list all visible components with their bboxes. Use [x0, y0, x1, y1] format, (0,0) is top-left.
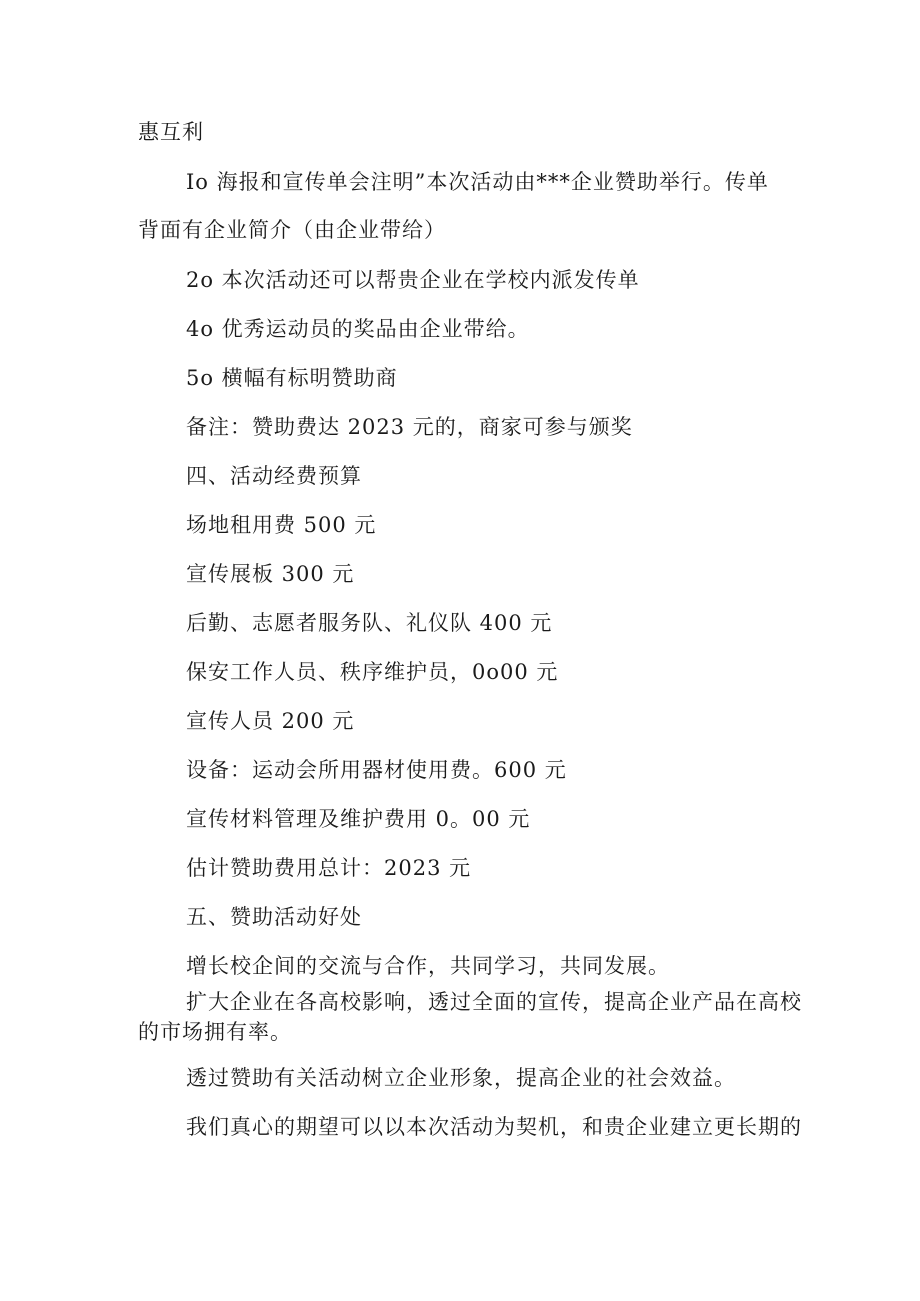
text-line: 4o 优秀运动员的奖品由企业带给。 — [186, 317, 530, 341]
text-line: 5o 横幅有标明赞助商 — [186, 366, 398, 390]
text-line: 保安工作人员、秩序维护员，0o00 元 — [186, 660, 559, 684]
text-line: 估计赞助费用总计：2023 元 — [186, 856, 472, 880]
text-line: 场地租用费 500 元 — [186, 513, 377, 537]
text-line: 背面有企业简介（由企业带给） — [138, 218, 446, 242]
text-line: 2o 本次活动还可以帮贵企业在学校内派发传单 — [186, 268, 640, 292]
text-line: 宣传展板 300 元 — [186, 562, 355, 586]
text-line: 宣传人员 200 元 — [186, 709, 355, 733]
text-line: 扩大企业在各高校影响，透过全面的宣传，提高企业产品在高校 — [186, 990, 802, 1014]
text-line: 备注：赞助费达 2023 元的，商家可参与颁奖 — [186, 415, 633, 439]
text-line: 的市场拥有率。 — [138, 1020, 292, 1044]
text-line: 宣传材料管理及维护费用 0。00 元 — [186, 807, 531, 831]
text-line: 后勤、志愿者服务队、礼仪队 400 元 — [186, 611, 553, 635]
text-line: 我们真心的期望可以以本次活动为契机，和贵企业建立更长期的 — [186, 1115, 802, 1139]
text-line: 透过赞助有关活动树立企业形象，提高企业的社会效益。 — [186, 1066, 736, 1090]
text-line: Io 海报和宣传单会注明”本次活动由***企业赞助举行。传单 — [186, 170, 769, 194]
section-heading: 四、活动经费预算 — [186, 464, 362, 488]
text-line: 设备：运动会所用器材使用费。600 元 — [186, 758, 567, 782]
text-line: 增长校企间的交流与合作，共同学习，共同发展。 — [186, 954, 670, 978]
section-heading: 五、赞助活动好处 — [186, 905, 362, 929]
text-line: 惠互利 — [138, 120, 204, 144]
